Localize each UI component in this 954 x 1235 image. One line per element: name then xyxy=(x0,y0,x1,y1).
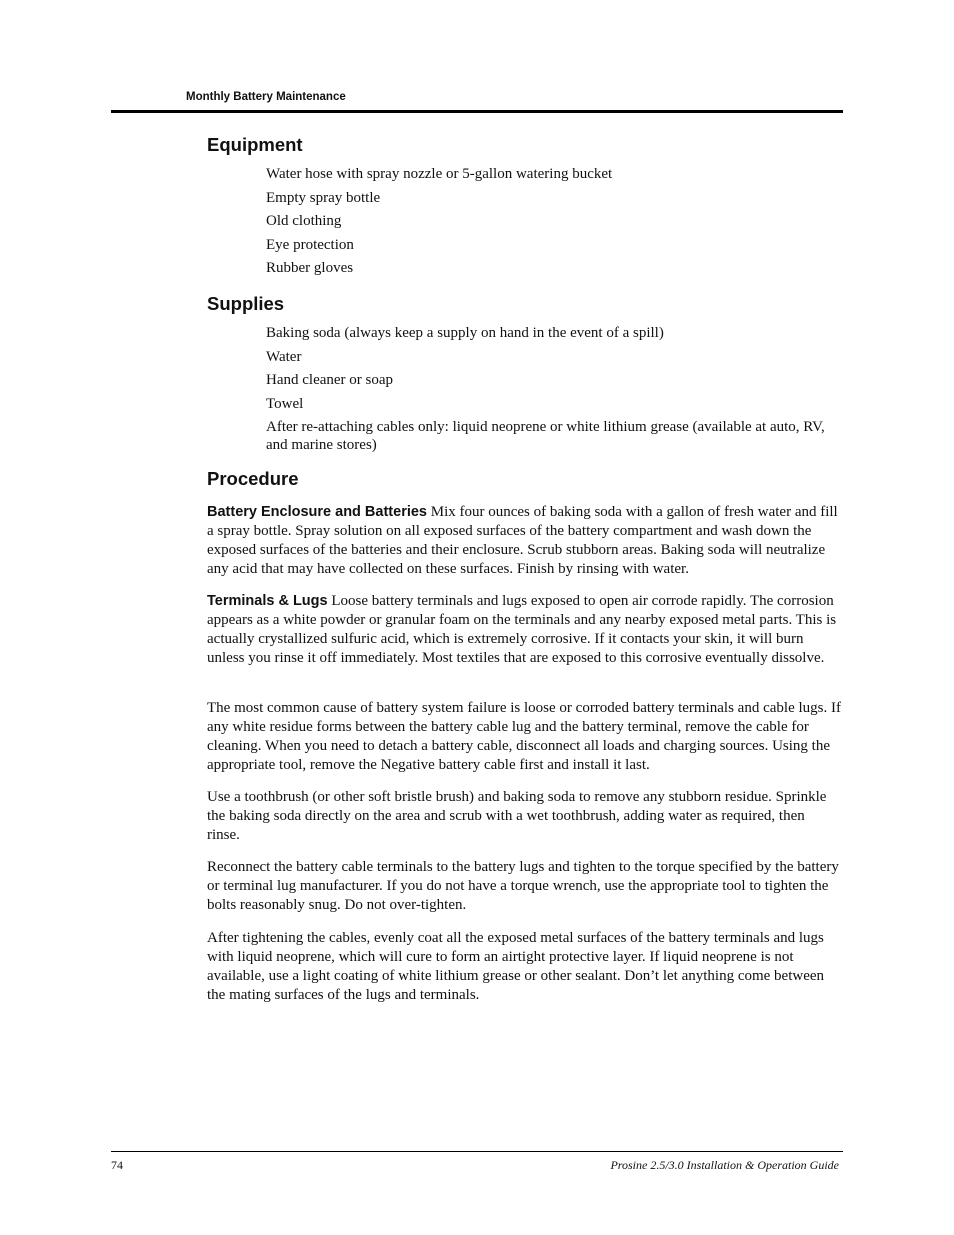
body-paragraph: Reconnect the battery cable terminals to the battery lugs and tighten to the torque specified by the battery or terminal lug manufacturer. If you do not have a torque wrench, use the appropriate tool to tighten the bolts reasonably snug. Do not over-tighten. xyxy=(207,859,839,913)
body-paragraph: The most common cause of battery system failure is loose or corroded battery terminals and cable lugs. If any white residue forms between the battery cable lug and the battery terminal, remove the cable for cleaning. When you need to detach a battery cable, disconnect all loads and charging sources. Using the appropriate tool, remove the Negative battery cable first and install it last. xyxy=(207,700,841,773)
terminals-runin: Terminals & Lugs xyxy=(207,593,328,609)
list-item: Hand cleaner or soap xyxy=(266,372,394,388)
supplies-heading: Supplies xyxy=(207,293,285,314)
list-item: Rubber gloves xyxy=(266,260,354,276)
battery-enclosure-text: Mix four ounces of baking soda with a gallon of fresh water and fill a spray bottle. Spray solution on all exposed surfaces of the battery compartment and wash down the exposed surfaces of the batteries and their enclosure. Scrub stubborn areas. Baking soda will neutralize any acid that may have collected on these surfaces. Finish by rinsing with water. xyxy=(207,504,838,577)
list-item: Water hose with spray nozzle or 5-gallon watering bucket xyxy=(266,166,613,182)
list-item: Empty spray bottle xyxy=(266,189,381,206)
battery-enclosure-paragraph xyxy=(207,503,841,579)
body-paragraph: After tightening the cables, evenly coat all the exposed metal surfaces of the battery terminals and lugs with liquid neoprene, which will cure to form an airtight protective layer. If liquid neoprene is not available, use a light coating of white lithium grease or other sealant. Don’t let anything come between the mating surfaces of the lugs and terminals. xyxy=(207,930,825,1003)
supplies-list xyxy=(266,325,831,460)
terminals-paragraph xyxy=(207,592,841,668)
equipment-heading: Equipment xyxy=(207,134,303,155)
running-header: Monthly Battery Maintenance xyxy=(186,91,346,103)
procedure-heading: Procedure xyxy=(207,468,299,489)
terminals-text: Loose battery terminals and lugs exposed to open air corrode rapidly. The corrosion appears as a white powder or granular foam on the terminals and any nearby exposed metal parts. This is actually crystallized sulfuric acid, which is extremely corrosive. If it contacts your skin, it will burn unless you rinse it off immediately. Most textiles that are exposed to this corrosive eventually dissolve. xyxy=(207,593,837,666)
equipment-list xyxy=(266,166,831,284)
header-rule xyxy=(111,110,843,113)
list-item: Towel xyxy=(266,395,304,412)
body-paragraph: Use a toothbrush (or other soft bristle brush) and baking soda to remove any stubborn residue. Sprinkle the baking soda directly on the area and scrub with a wet toothbrush, adding water as required, then rinse. xyxy=(207,789,827,843)
footer-rule xyxy=(111,1151,843,1152)
list-item: Eye protection xyxy=(266,236,354,253)
footer-document-title: Prosine 2.5/3.0 Installation & Operation Guide xyxy=(610,1158,839,1172)
page-number: 74 xyxy=(111,1158,123,1172)
list-item: After re-attaching cables only: liquid neoprene or white lithium grease (available at auto, RV, and marine stores) xyxy=(266,419,825,453)
battery-enclosure-runin: Battery Enclosure and Batteries xyxy=(207,504,427,520)
list-item: Water xyxy=(266,348,302,365)
list-item: Baking soda (always keep a supply on hand in the event of a spill) xyxy=(266,325,664,341)
list-item: Old clothing xyxy=(266,213,342,229)
